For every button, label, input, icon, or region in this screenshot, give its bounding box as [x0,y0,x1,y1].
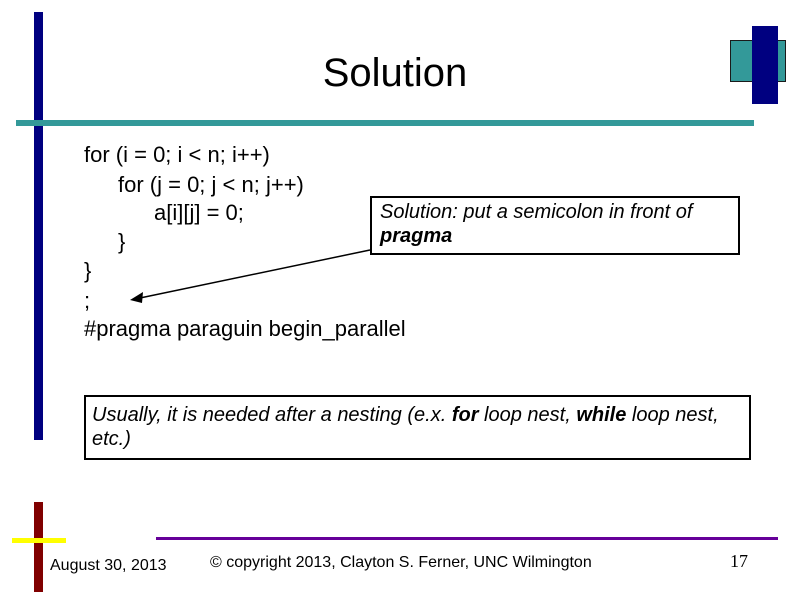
bottom-maroon-bar [34,502,43,592]
note-while-keyword: while [576,404,627,426]
usage-note [84,395,751,460]
code-line-inner-for: for (j = 0; j < n; j++) [118,172,304,197]
code-line-inner-brace: } [118,229,126,254]
corner-navy-bar [752,26,778,104]
code-line-assignment: a[i][j] = 0; [154,200,244,225]
callout-emphasis: pragma [380,225,453,247]
slide-title: Solution [322,51,468,95]
code-line-pragma: #pragma paraguin begin_parallel [84,316,406,341]
title-underline-bar [16,120,754,126]
note-for-keyword: for [451,404,479,426]
footer-date: August 30, 2013 [50,557,167,574]
callout-text: Solution: put a semicolon in front of [380,201,693,223]
footer-copyright: © copyright 2013, Clayton S. Ferner, UNC Wilmington [210,554,592,571]
code-line-outer-brace: } [84,258,92,283]
code-line-outer-for: for (i = 0; i < n; i++) [84,142,270,167]
page-number: 17 [730,551,748,571]
note-text-3: loop nest, etc.) [92,404,719,450]
solution-callout [370,196,740,255]
footer-rule [156,537,778,540]
left-accent-bar [34,12,43,440]
note-text-1: Usually, it is needed after a nesting (e.x. [92,404,452,426]
note-text-2: loop nest, [478,404,577,426]
bottom-yellow-bar [12,538,66,543]
code-line-semicolon: ; [84,288,91,313]
